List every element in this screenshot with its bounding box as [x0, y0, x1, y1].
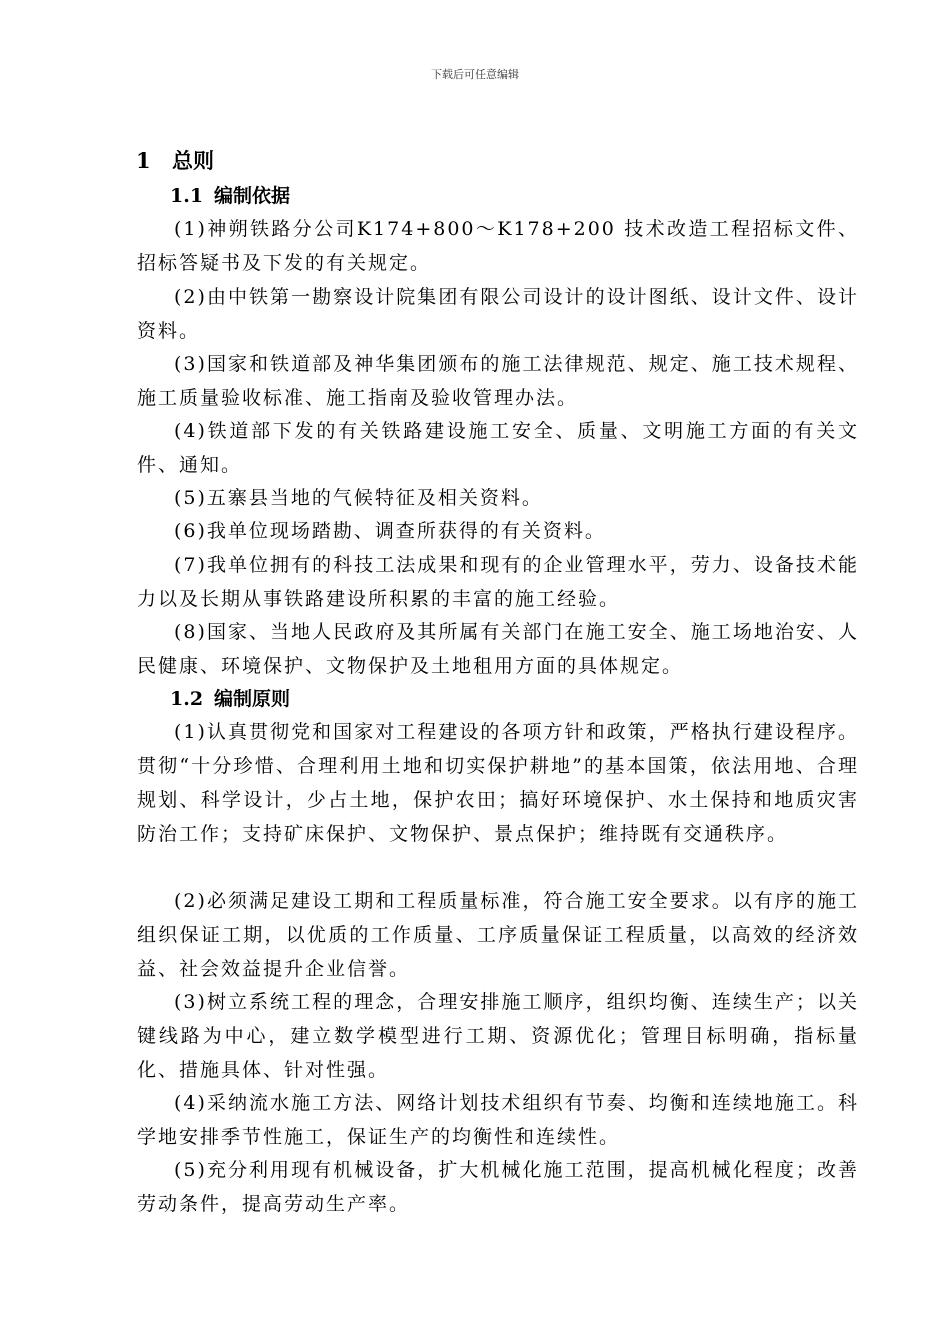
paragraph: (5)五寨县当地的气候特征及相关资料。: [174, 487, 543, 509]
subsection-heading: [170, 684, 290, 711]
subsection-number: 1.2: [170, 688, 204, 710]
paragraph: (5)充分利用现有机械设备，扩大机械化施工范围，提高机械化程度；改善劳动条件，提高劳动生产率。: [137, 1159, 859, 1215]
section-number: 1: [136, 148, 151, 173]
paragraph: (3)国家和铁道部及神华集团颁布的施工法律规范、规定、施工技术规程、施工质量验收标准、施工指南及验收管理办法。: [137, 353, 859, 409]
paragraph: (6)我单位现场踏勘、调查所获得的有关资料。: [174, 520, 606, 542]
paragraph: (8)国家、当地人民政府及其所属有关部门在施工安全、施工场地治安、人民健康、环境保护、文物保护及土地租用方面的具体规定。: [137, 621, 859, 677]
paragraph: (7)我单位拥有的科技工法成果和现有的企业管理水平，劳力、设备技术能力以及长期从事铁路建设所积累的丰富的施工经验。: [137, 554, 859, 610]
section-heading: [136, 145, 214, 175]
subsection-title: 编制依据: [214, 185, 291, 207]
page-header: 下载后可任意编辑: [431, 68, 519, 81]
subsection-heading: [170, 181, 290, 208]
subsection-number: 1.1: [170, 185, 204, 207]
paragraph: (4)采纳流水施工方法、网络计划技术组织有节奏、均衡和连续地施工。科学地安排季节性施工，保证生产的均衡性和连续性。: [137, 1092, 859, 1148]
paragraph: (2)由中铁第一勘察设计院集团有限公司设计的设计图纸、设计文件、设计资料。: [137, 286, 859, 342]
subsection-title: 编制原则: [214, 688, 291, 710]
paragraph: (2)必须满足建设工期和工程质量标准，符合施工安全要求。以有序的施工组织保证工期，以优质的工作质量、工序质量保证工程质量，以高效的经济效益、社会效益提升企业信誉。: [137, 890, 859, 980]
paragraph: (4)铁道部下发的有关铁路建设施工安全、质量、文明施工方面的有关文件、通知。: [137, 420, 859, 476]
section-title: 总则: [172, 148, 214, 173]
paragraph: (1)认真贯彻党和国家对工程建设的各项方针和政策，严格执行建设程序。贯彻“十分珍惜、合理利用土地和切实保护耕地”的基本国策，依法用地、合理规划、科学设计，少占土地，保护农田；搞好环境保护、水土保持和地质灾害防治工作；支持矿床保护、文物保护、景点保护；维持既有交通秩序。: [137, 721, 859, 845]
paragraph: (3)树立系统工程的理念，合理安排施工顺序，组织均衡、连续生产；以关键线路为中心，建立数学模型进行工期、资源优化；管理目标明确，指标量化、措施具体、针对性强。: [137, 991, 859, 1081]
paragraph: (1)神朔铁路分公司K174+800～K178+200 技术改造工程招标文件、招标答疑书及下发的有关规定。: [137, 218, 859, 274]
